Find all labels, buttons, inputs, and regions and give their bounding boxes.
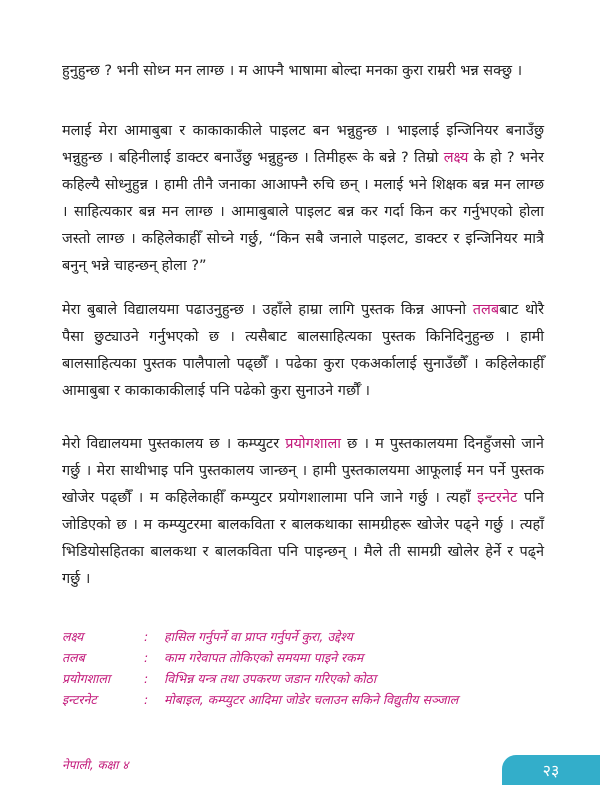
glossary-row [62, 647, 562, 668]
glossary-term: इन्टरनेट [62, 692, 97, 707]
glossary-separator: : [144, 692, 149, 707]
page-number: २३ [542, 761, 560, 780]
highlight-word-lakshya: लक्ष्य [443, 150, 469, 166]
highlight-word-talab: तलब [472, 302, 500, 318]
page-number-badge [502, 755, 600, 785]
paragraph-1 [62, 58, 544, 85]
paragraph-2-text-a: मलाई मेरा आमाबुबा र काकाकाकीले पाइलट बन भन्नुहुन्छ । भाइलाई इन्जिनियर बनाउँछु भन्नुहुन्छ । बहिनीलाई डाक्टर बनाउँछु भन्नुहुन्छ । तिमीहरू के बन्ने ? तिम्रो [62, 123, 544, 166]
glossary-separator: : [144, 650, 149, 665]
paragraph-2-text-b: के हो ? भनेर कहिल्यै सोध्नुहुन्न । हामी तीनै जनाका आआफ्नै रुचि छन् । मलाई भने शिक्षक बन्न मन लाग्छ । साहित्यकार बन्न मन लाग्छ । आमाबुबाले पाइलट बन्न कर गर्दा किन कर गर्नुभएको होला जस्तो लाग्छ । कहिलेकाहीँ सोच्ने गर्छु, “किन सबै जनाले पाइलट, डाक्टर र इन्जिनियर मात्रै बनुन् भन्ने चाहन्छन् होला ?” [62, 150, 544, 274]
paragraph-2 [62, 118, 544, 280]
glossary-term: लक्ष्य [62, 629, 84, 644]
paragraph-4-text-b: छ । म पुस्तकालयमा दिनहुँजसो जाने गर्छु । मेरा साथीभाइ पनि पुस्तकालय जान्छन् । हामी पुस्तकालयमा आफूलाई मन पर्ने पुस्तक खोजेर पढ्छौँ । म कहिलेकाहीँ कम्प्युटर प्रयोगशालामा पनि जाने गर्छु । त्यहाँ [62, 436, 544, 506]
glossary-row [62, 626, 562, 647]
paragraph-3 [62, 297, 544, 405]
glossary-definition: हासिल गर्नुपर्ने वा प्राप्त गर्नुपर्ने कुरा, उद्देश्य [164, 629, 353, 644]
paragraph-4 [62, 431, 544, 593]
glossary [62, 626, 562, 710]
highlight-word-internet: इन्टरनेट [477, 490, 518, 506]
glossary-definition: काम गरेवापत तोकिएको समयमा पाइने रकम [164, 650, 364, 665]
glossary-definition: विभिन्न यन्त्र तथा उपकरण जडान गरिएको कोठा [164, 671, 377, 686]
glossary-definition: मोबाइल, कम्प्युटर आदिमा जोडेर चलाउन सकिने विद्युतीय सञ्जाल [164, 692, 459, 707]
glossary-separator: : [144, 629, 149, 644]
glossary-row [62, 689, 562, 710]
paragraph-3-text-a: मेरा बुबाले विद्यालयमा पढाउनुहुन्छ । उहाँले हाम्रा लागि पुस्तक किन्न आफ्नो [62, 302, 473, 318]
paragraph-1-text: हुनुहुन्छ ? भनी सोध्न मन लाग्छ । म आफ्नै भाषामा बोल्दा मनका कुरा राम्ररी भन्न सक्छु । [62, 63, 523, 79]
glossary-term: प्रयोगशाला [62, 671, 111, 686]
glossary-separator: : [144, 671, 149, 686]
highlight-word-prayogshala: प्रयोगशाला [285, 436, 342, 452]
paragraph-4-text-c: पनि जोडिएको छ । म कम्प्युटरमा बालकविता र बालकथाका सामग्रीहरू खोजेर पढ्ने गर्छु । त्यहाँ भिडियोसहितका बालकथा र बालकविता पनि पाइन्छन् । मैले ती सामग्री खोलेर हेर्ने र पढ्ने गर्छु । [62, 490, 544, 587]
glossary-term: तलब [62, 650, 85, 665]
book-label: नेपाली, कक्षा ४ [62, 758, 129, 772]
glossary-row [62, 668, 562, 689]
paragraph-3-text-b: बाट थोरै पैसा छुट्याउने गर्नुभएको छ । त्यसैबाट बालसाहित्यका पुस्तक किनिदिनुहुन्छ । हामी बालसाहित्यका पुस्तक पालैपालो पढ्छौँ । पढेका कुरा एकअर्कालाई सुनाउँछौँ । कहिलेकाहीँ आमाबुबा र काकाकाकीलाई पनि पढेको कुरा सुनाउने गर्छौँ । [62, 302, 545, 399]
paragraph-4-text-a: मेरो विद्यालयमा पुस्तकालय छ । कम्प्युटर [62, 436, 286, 452]
